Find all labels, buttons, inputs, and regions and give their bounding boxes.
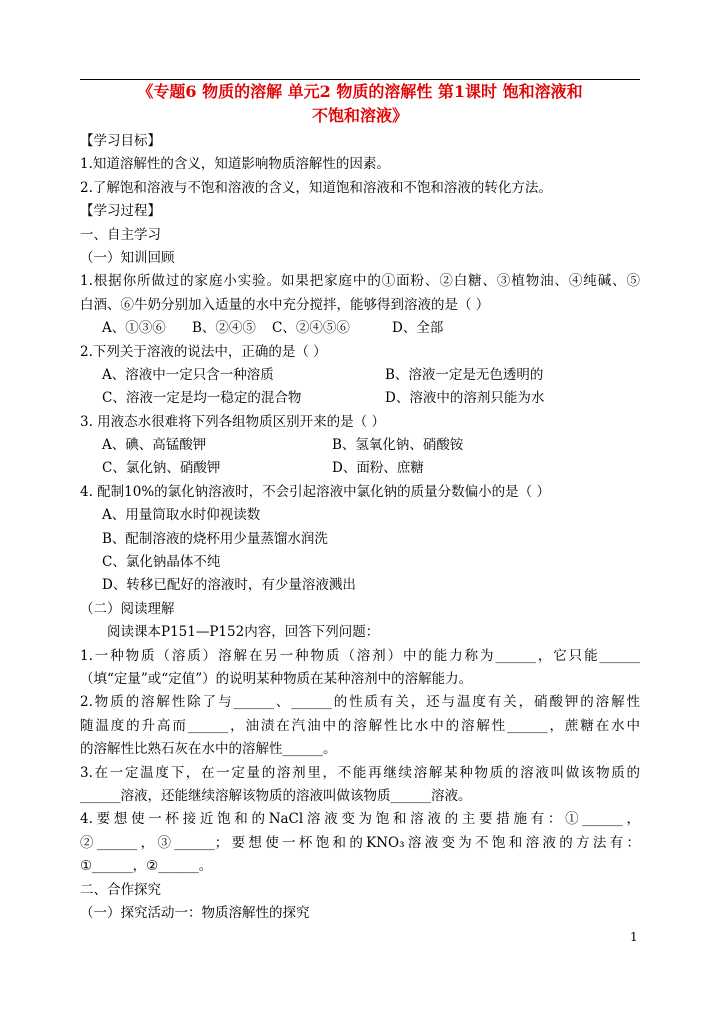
q2-option-a: A、溶液中一定只含一种溶质 [102, 366, 274, 383]
q2-stem: 2.下列关于溶液的说法中，正确的是（ ） [80, 343, 327, 360]
goal-item-2: 2.了解饱和溶液与不饱和溶液的含义，知道饱和溶液和不饱和溶液的转化方法。 [80, 179, 552, 196]
goal-item-1: 1.知道溶解性的含义，知道影响物质溶解性的因素。 [80, 156, 390, 173]
q4-option-d: D、转移已配好的溶液时，有少量溶液溅出 [102, 577, 356, 594]
reading-q4-line-1: 4.要想使一杯接近饱和的NaCl溶液变为饱和溶液的主要措施有：①______， [80, 811, 640, 828]
q2-option-b: B、溶液一定是无色透明的 [385, 366, 544, 383]
document-title [60, 80, 660, 128]
q2-option-c: C、溶液一定是均一稳定的混合物 [102, 390, 302, 407]
reading-q3-line-1: 3.在一定温度下，在一定量的溶剂里，不能再继续溶解某种物质的溶液叫做该物质的 [80, 764, 640, 781]
review-heading: （一）知训回顾 [80, 249, 175, 266]
reading-q1-line-1: 1.一种物质（溶质）溶解在另一种物质（溶剂）中的能力称为______，它只能______ [80, 647, 640, 664]
q1-option-c: C、②④⑤⑥ [272, 320, 350, 337]
q3-stem: 3. 用液态水很难将下列各组物质区别开来的是（ ） [80, 413, 385, 430]
q3-option-c: C、氯化钠、硝酸钾 [102, 460, 221, 477]
self-study-heading: 一、自主学习 [80, 226, 161, 243]
goals-heading: 【学习目标】 [80, 133, 161, 149]
reading-q4-line-2: ②______，③______；要想使一杯饱和的KNO₃溶液变为不饱和溶液的方法有： [80, 834, 640, 851]
q1-stem-line-2: 白酒、⑥牛奶分别加入适量的水中充分搅拌，能够得到溶液的是（ ） [80, 296, 490, 313]
title-line-2: 不饱和溶液》 [311, 106, 408, 125]
q2-options-row-1 [80, 364, 640, 387]
page-number: 1 [630, 930, 638, 944]
q2-options-row-2 [80, 387, 640, 410]
coop-heading: 二、合作探究 [80, 881, 161, 898]
coop-activity-1: （一）探究活动一：物质溶解性的探究 [80, 904, 310, 921]
process-heading: 【学习过程】 [80, 203, 161, 220]
reading-q2-line-3: 的溶解性比熟石灰在水中的溶解性______。 [80, 741, 337, 758]
reading-q2-line-1: 2.物质的溶解性除了与______、______的性质有关，还与温度有关，硝酸钾的溶解性 [80, 694, 640, 711]
q3-option-a: A、碘、高锰酸钾 [102, 437, 207, 454]
q1-options [80, 317, 640, 340]
title-line-1: 《专题6 物质的溶解 单元2 物质的溶解性 第1课时 饱和溶液和 [137, 82, 583, 101]
q3-options-row-2 [80, 457, 640, 480]
q1-option-b: B、②④⑤ [192, 320, 256, 337]
q3-options-row-1 [80, 434, 640, 457]
reading-intro: 阅读课本P151—P152内容，回答下列问题： [107, 624, 380, 641]
reading-q2-line-2: 随温度的升高而______，油渍在汽油中的溶解性比水中的溶解性______，蔗糖在水中 [80, 717, 640, 734]
q4-stem: 4. 配制10%的氯化钠溶液时，不会引起溶液中氯化钠的质量分数偏小的是（ ） [80, 483, 550, 500]
reading-q3-line-2: ______溶液，还能继续溶解该物质的溶液叫做该物质______溶液。 [80, 787, 472, 804]
q2-option-d: D、溶液中的溶剂只能为水 [385, 390, 545, 407]
q1-stem-line-1: 1.根据你所做过的家庭小实验。如果把家庭中的①面粉、②白糖、③植物油、④纯碱、⑤ [80, 273, 640, 290]
q3-option-d: D、面粉、庶糖 [332, 460, 424, 477]
q4-option-a: A、用量筒取水时仰视读数 [102, 507, 261, 524]
reading-q1-line-2: （填“定量”或“定值”）的说明某种物质在某种溶剂中的溶解能力。 [80, 670, 473, 687]
q4-option-c: C、氯化钠晶体不纯 [102, 554, 221, 571]
reading-heading: （二）阅读理解 [80, 600, 175, 617]
q1-option-d: D、全部 [392, 320, 444, 337]
q4-option-b: B、配制溶液的烧杯用少量蒸馏水润洗 [102, 530, 328, 547]
q3-option-b: B、氢氧化钠、硝酸铵 [332, 437, 464, 454]
q1-option-a: A、①③⑥ [102, 320, 166, 337]
document-body [80, 130, 640, 925]
reading-q4-line-3: ①______，②______。 [80, 858, 213, 875]
